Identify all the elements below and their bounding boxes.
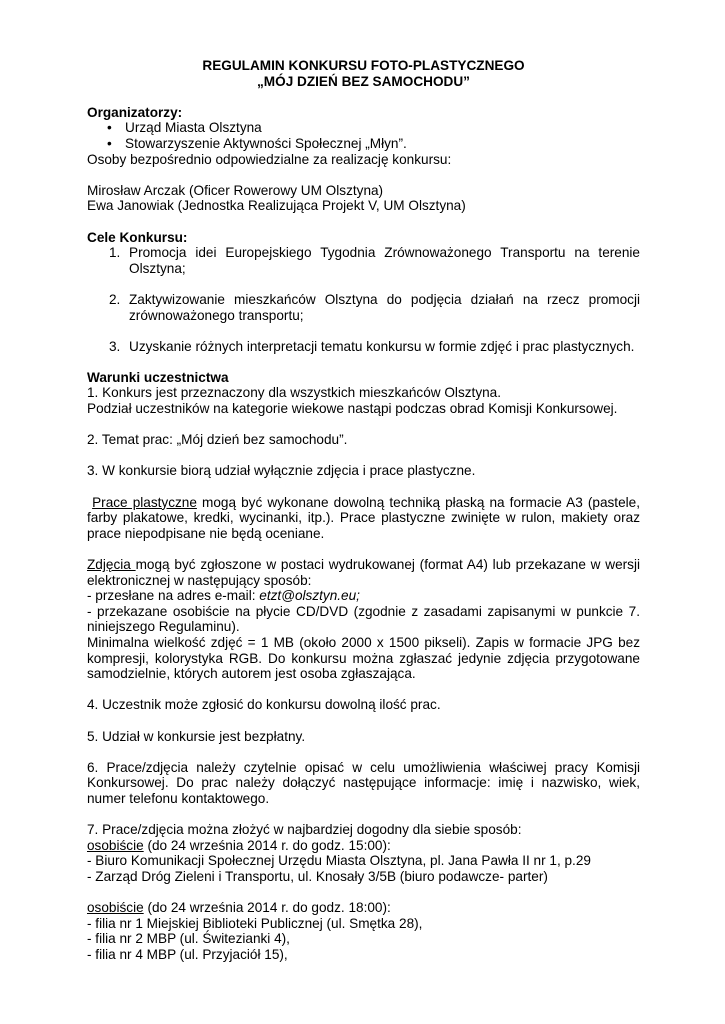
condition-paragraph: Podział uczestników na kategorie wiekowe nastąpi podczas obrad Komisji Konkursowej. (87, 401, 618, 417)
email-address: etzt@olsztyn.eu; (259, 588, 360, 604)
goal-item: 3. Uzyskanie różnych interpretacji tematu konkursu w formie zdjęć i prac plastycznych. (109, 338, 635, 354)
condition-paragraph: 5. Udział w konkursie jest bezpłatny. (87, 728, 306, 744)
responsible-person: Mirosław Arczak (Oficer Rowerowy UM Olsztyna) (87, 182, 384, 198)
condition-paragraph: 4. Uczestnik może zgłosić do konkursu dowolną ilość prac. (87, 697, 441, 713)
organizer-item: • Stowarzyszenie Aktywności Społecznej „Młyn”. (107, 135, 407, 151)
photos-paragraph: Zdjęcia mogą być zgłoszone w postaci wydrukowanej (format A4) lub przekazane w wersji elektronicznej w następujący sposób: (87, 557, 640, 588)
library-item: - filia nr 2 MBP (ul. Świtezianki 4), (87, 931, 290, 947)
bullet-icon: • (107, 120, 112, 136)
art-works-paragraph: Prace plastyczne mogą być wykonane dowolną techniką płaską na formacie A3 (pastele, farby plakatowe, kredki, wycinanki, itp.). Prace plastyczne zwinięte w rulon, makiety oraz prace niepodpisane nie będą oceniane. (87, 494, 640, 541)
personal-label: osobiście (87, 900, 144, 916)
min-size-paragraph: Minimalna wielkość zdjęć = 1 MB (około 2000 x 1500 pikseli). Zapis w formacie JPG bez kompresji, kolorystyka RGB. Do konkursu można zgłaszać jedynie zdjęcia przygotowane samodzielnie, których autorem jest osoba zgłaszająca. (87, 634, 640, 682)
condition-paragraph: 7. Prace/zdjęcia można złożyć w najbardziej dogodny dla siebie sposób: (87, 822, 522, 838)
personal-delivery-line: osobiście (do 24 września 2014 r. do godz. 18:00): (87, 900, 391, 916)
condition-paragraph: 1. Konkurs jest przeznaczony dla wszystkich mieszkańców Olsztyna. (87, 385, 502, 401)
organizers-section (87, 105, 640, 214)
goals-section (87, 230, 640, 355)
bullet-icon: • (107, 135, 112, 151)
library-item: - filia nr 1 Miejskiej Biblioteki Publicznej (ul. Smętka 28), (87, 915, 423, 931)
art-works-label: Prace plastyczne (92, 494, 197, 510)
location-item: - Biuro Komunikacji Społecznej Urzędu Miasta Olsztyna, pl. Jana Pawła II nr 1, p.29 (87, 853, 591, 869)
goals-heading: Cele Konkursu: (87, 229, 188, 245)
organizer-item: • Urząd Miasta Olsztyna (107, 120, 262, 136)
responsible-intro: Osoby bezpośrednio odpowiedzialne za realizację konkursu: (87, 151, 452, 167)
location-item: - Zarząd Dróg Zieleni i Transportu, ul. Knosały 3/5B (biuro podawcze- parter) (87, 868, 548, 884)
personal-delivery-line: osobiście (do 24 września 2014 r. do godz. 15:00): (87, 837, 391, 853)
organizers-heading: Organizatorzy: (87, 104, 183, 120)
conditions-section (87, 370, 640, 963)
conditions-heading: Warunki uczestnictwa (87, 369, 229, 385)
title-line-1: REGULAMIN KONKURSU FOTO-PLASTYCZNEGO (202, 58, 525, 73)
photos-label: Zdjęcia (87, 557, 136, 572)
responsible-person: Ewa Janowiak (Jednostka Realizująca Projekt V, UM Olsztyna) (87, 198, 466, 214)
document-title (87, 58, 640, 89)
condition-paragraph: 2. Temat prac: „Mój dzień bez samochodu”. (87, 432, 348, 448)
condition-paragraph: 6. Prace/zdjęcia należy czytelnie opisać w celu umożliwienia właściwej pracy Komisji Konkursowej. Do prac należy dołączyć następujące informacje: imię i nazwisko, wiek, numer telefonu kontaktowego. (87, 759, 640, 806)
cd-paragraph: - przekazane osobiście na płycie CD/DVD (zgodnie z zasadami zapisanymi w punkcie 7. niniejszego Regulaminu). (87, 603, 640, 635)
library-item: - filia nr 4 MBP (ul. Przyjaciół 15), (87, 946, 288, 962)
title-line-2: „MÓJ DZIEŃ BEZ SAMOCHODU” (257, 73, 470, 89)
goal-item: 2. Zaktywizowanie mieszkańców Olsztyna do podjęcia działań na rzecz promocji zrównoważonego transportu; (109, 291, 640, 323)
personal-label: osobiście (87, 837, 144, 853)
goal-item: 1. Promocja idei Europejskiego Tygodnia Zrównoważonego Transportu na terenie Olsztyna; (109, 245, 640, 276)
email-line: - przesłane na adres e-mail: etzt@olsztyn.eu; (87, 588, 360, 604)
condition-paragraph: 3. W konkursie biorą udział wyłącznie zdjęcia i prace plastyczne. (87, 463, 476, 479)
document-page (87, 58, 640, 962)
